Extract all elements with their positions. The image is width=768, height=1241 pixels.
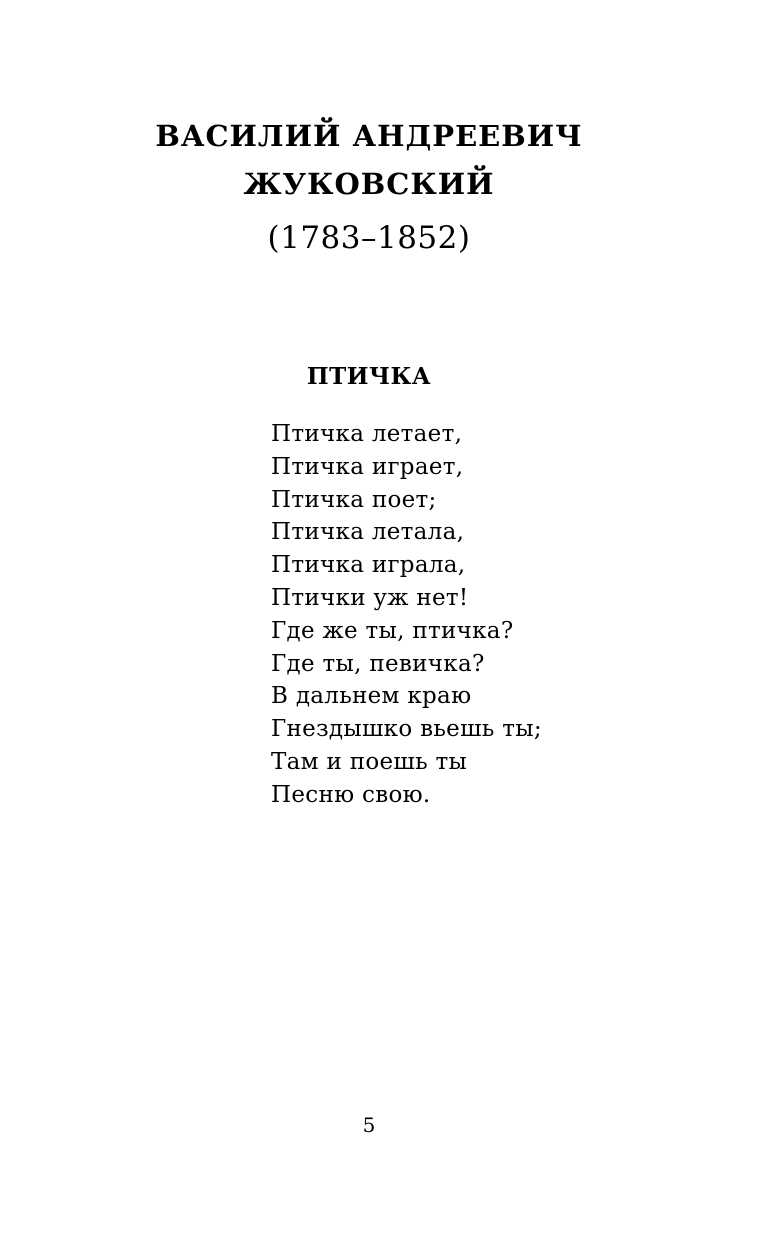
poem-title: ПТИЧКА xyxy=(306,363,432,390)
author-name-line-2: ЖУКОВСКИЙ xyxy=(243,167,495,201)
poem-line: Птичка играла, xyxy=(271,552,466,579)
author-name xyxy=(0,112,738,208)
author-name-line-1: ВАСИЛИЙ АНДРЕЕВИЧ xyxy=(155,119,583,153)
poem-line: Песню свою. xyxy=(271,781,431,808)
author-life-years: (1783–1852) xyxy=(267,220,471,256)
poem-line: В дальнем краю xyxy=(271,683,472,710)
poem-line: Птичка поет; xyxy=(271,486,437,513)
poem-text xyxy=(271,418,542,812)
poem-line: Птичка летала, xyxy=(271,519,465,546)
poem-line: Где ты, певичка? xyxy=(271,650,485,677)
poem-line: Где же ты, птичка? xyxy=(271,617,514,644)
poem-line: Птичка играет, xyxy=(271,453,464,480)
poem-line: Птичка летает, xyxy=(271,421,463,447)
page-number: 5 xyxy=(362,1113,376,1137)
poem-line: Гнездышко вьешь ты; xyxy=(271,716,542,743)
poem-line: Птички уж нет! xyxy=(271,584,469,611)
poem-line: Там и поешь ты xyxy=(271,748,468,775)
